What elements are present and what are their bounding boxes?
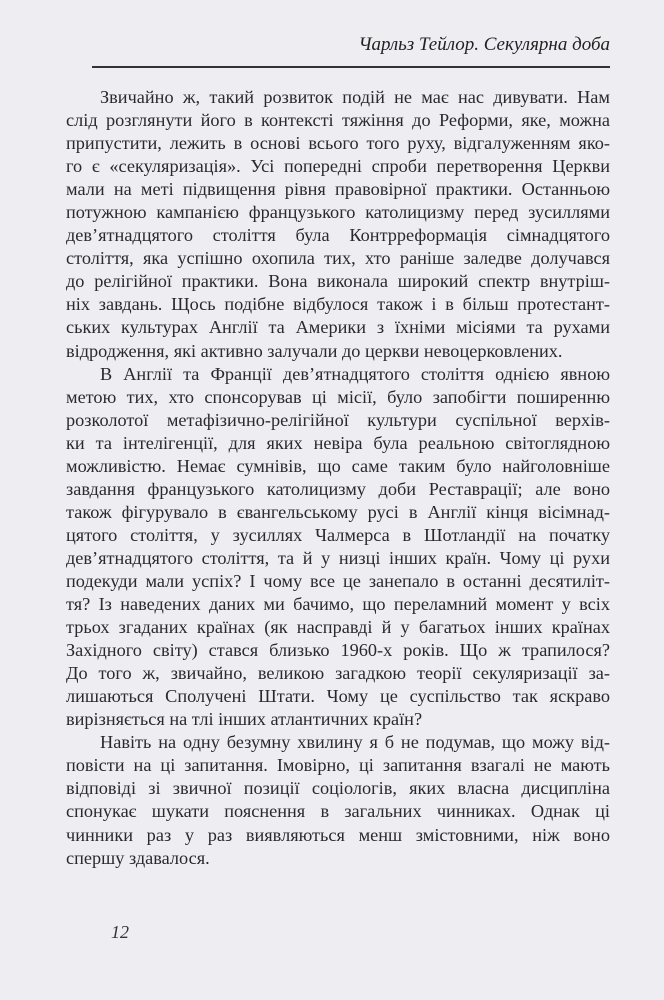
text-line: відповіді зі звичної позиції соціологів, яких власна дисципліна <box>66 778 610 799</box>
text-line: ки та інтелігенції, для яких невіра була реальною світоглядною <box>66 432 610 453</box>
text-line: дев’ятнадцятого століття, та й у низці інших країн. Чому ці рухи <box>66 547 610 568</box>
text-line: дев’ятнадцятого століття була Контрреформація сімнадцятого <box>66 225 610 246</box>
text-line: розколотої метафізично-релігійної культури суспільної верхів- <box>66 409 610 430</box>
text-line: слід розглянути його в контексті тяжіння до Реформи, яке, можна <box>66 110 610 131</box>
paragraph <box>66 86 610 363</box>
text-line: спершу здавалося. <box>66 847 210 868</box>
text-line: завдання французького католицизму доби Реставрації; але воно <box>66 478 610 499</box>
body-text <box>66 86 610 870</box>
text-line: можливістю. Немає сумнівів, що саме таким було найголовніше <box>66 455 610 476</box>
text-line: Звичайно ж, такий розвиток подій не має нас дивувати. Нам <box>100 87 610 107</box>
text-line: лишаються Сполучені Штати. Чому це суспільство так яскраво <box>66 686 610 707</box>
text-line: припустити, лежить в основі всього того руху, відгалуженням яко- <box>66 133 610 154</box>
page-number: 12 <box>111 922 129 942</box>
text-line: цятого століття, у зусиллях Чалмерса в Шотландії на початку <box>66 524 610 545</box>
text-line: метою тих, хто спонсорував ці місії, було запобігти поширенню <box>66 386 610 407</box>
text-line: потужною кампанією французького католицизму перед зусиллями <box>66 202 610 223</box>
text-line: трьох згаданих країнах (як насправді й у багатьох інших країнах <box>66 617 610 638</box>
text-line: вирізняється на тлі інших атлантичних країн? <box>66 709 423 730</box>
running-head: Чарльз Тейлор. Секулярна доба <box>358 34 610 55</box>
paragraph <box>66 731 610 869</box>
text-line: ніх завдань. Щось подібне відбулося також і в більш протестант- <box>66 294 610 315</box>
text-line: мали на меті підвищення рівня правовірної практики. Останньою <box>66 179 610 200</box>
text-line: повісти на ці запитання. Імовірно, ці запитання взагалі не мають <box>66 755 610 776</box>
text-line: до релігійної практики. Вона виконала широкий спектр внутріш- <box>66 271 610 292</box>
text-line: До того ж, звичайно, великою загадкою теорії секуляризації за- <box>66 663 610 684</box>
text-line: В Англії та Франції дев’ятнадцятого століття однією явною <box>100 363 610 384</box>
text-line: подекуди мали успіх? І чому все це занепало в останні десятиліт- <box>66 570 610 591</box>
text-line: Західного світу) стався близько 1960-х років. Що ж трапилося? <box>66 640 610 661</box>
text-line: Навіть на одну безумну хвилину я б не подумав, що можу від- <box>100 732 610 753</box>
text-line: також фігурувало в євангельському русі в Англії кінця вісімнад- <box>66 501 610 522</box>
text-line: відродження, які активно залучали до церкви невоцерковлених. <box>66 340 563 361</box>
header-rule <box>92 66 610 68</box>
text-line: чинники раз у раз виявляються менш змістовними, ніж воно <box>66 824 610 845</box>
text-line: тя? Із наведених даних ми бачимо, що переламний момент у всіх <box>66 594 610 615</box>
text-line: ських культурах Англії та Америки з їхніми місіями та рухами <box>66 317 610 338</box>
text-line: століття, яка успішно охопила тих, хто раніше заледве долучався <box>66 248 610 269</box>
paragraph <box>66 363 610 732</box>
text-line: спонукає шукати пояснення в загальних чинниках. Однак ці <box>66 801 610 822</box>
text-line: го є «секуляризація». Усі попередні спроби перетворення Церкви <box>66 156 610 177</box>
